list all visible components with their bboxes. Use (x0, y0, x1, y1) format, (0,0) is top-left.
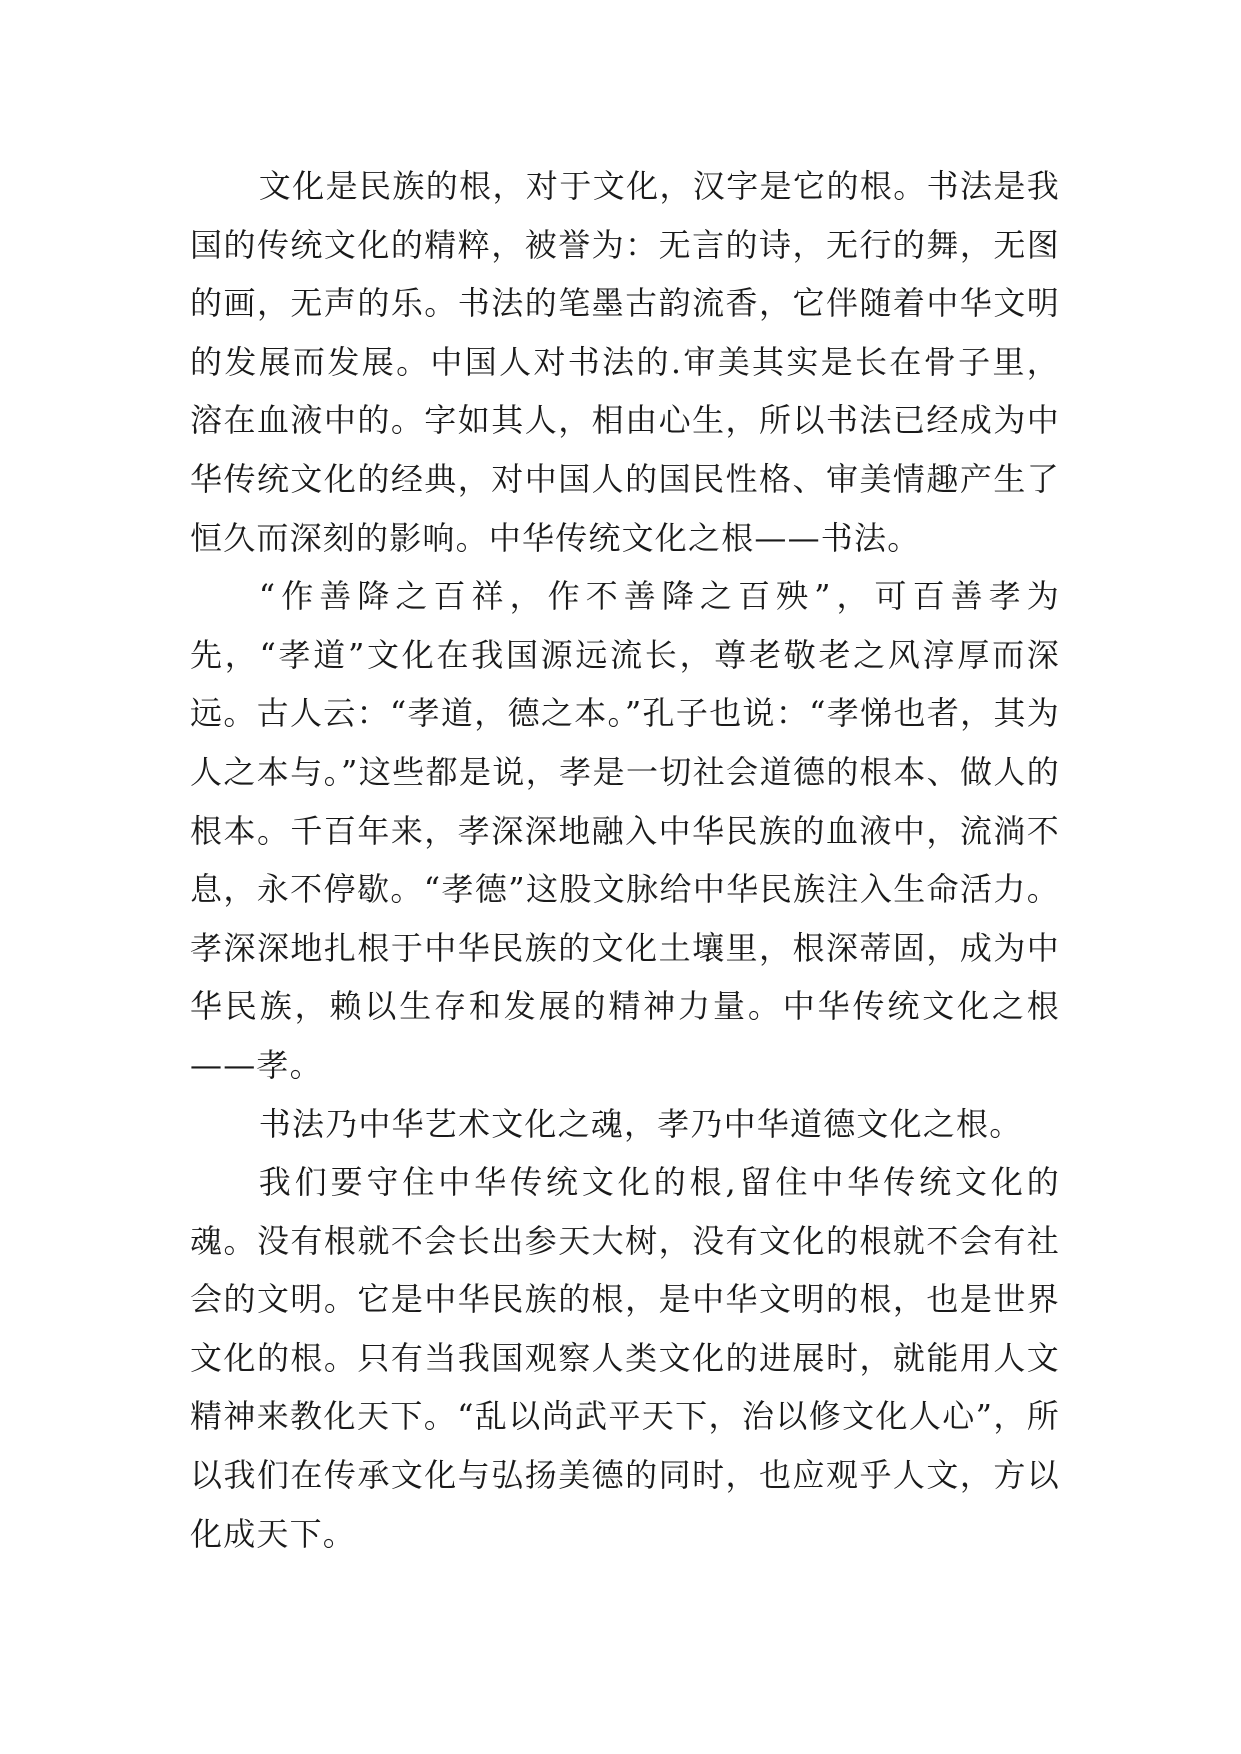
paragraph-conclusion: 我们要守住中华传统文化的根,留住中华传统文化的魂。没有根就不会长出参天大树，没有文化的根就不会有社会的文明。它是中华民族的根，是中华文明的根，也是世界文化的根。只有当我国观察人类文化的进展时，就能用人文精神来教化天下。“乱以尚武平天下，治以修文化人心”，所以我们在传承文化与弘扬美德的同时，也应观乎人文，方以化成天下。 (190, 1163, 1060, 1553)
paragraph-calligraphy: 文化是民族的根，对于文化，汉字是它的根。书法是我国的传统文化的精粹，被誉为：无言的诗，无行的舞，无图的画，无声的乐。书法的笔墨古韵流香，它伴随着中华文明的发展而发展。中国人对书法的.审美其实是长在骨子里，溶在血液中的。字如其人，相由心生，所以书法已经成为中华传统文化的经典，对中国人的国民性格、审美情趣产生了恒久而深刻的影响。中华传统文化之根——书法。 (190, 167, 1060, 557)
paragraph-filial-piety: “作善降之百祥，作不善降之百殃”，可百善孝为先，“孝道”文化在我国源远流长，尊老敬老之风淳厚而深远。古人云：“孝道，德之本。”孔子也说：“孝悌也者，其为人之本与。”这些都是说，孝是一切社会道德的根本、做人的根本。千百年来，孝深深地融入中华民族的血液中，流淌不息，永不停歇。“孝德”这股文脉给中华民族注入生命活力。孝深深地扎根于中华民族的文化土壤里，根深蒂固，成为中华民族，赖以生存和发展的精神力量。中华传统文化之根——孝。 (190, 577, 1060, 1084)
document-body (190, 157, 1060, 1563)
paragraph-summary: 书法乃中华艺术文化之魂，孝乃中华道德文化之根。 (258, 1104, 1023, 1143)
